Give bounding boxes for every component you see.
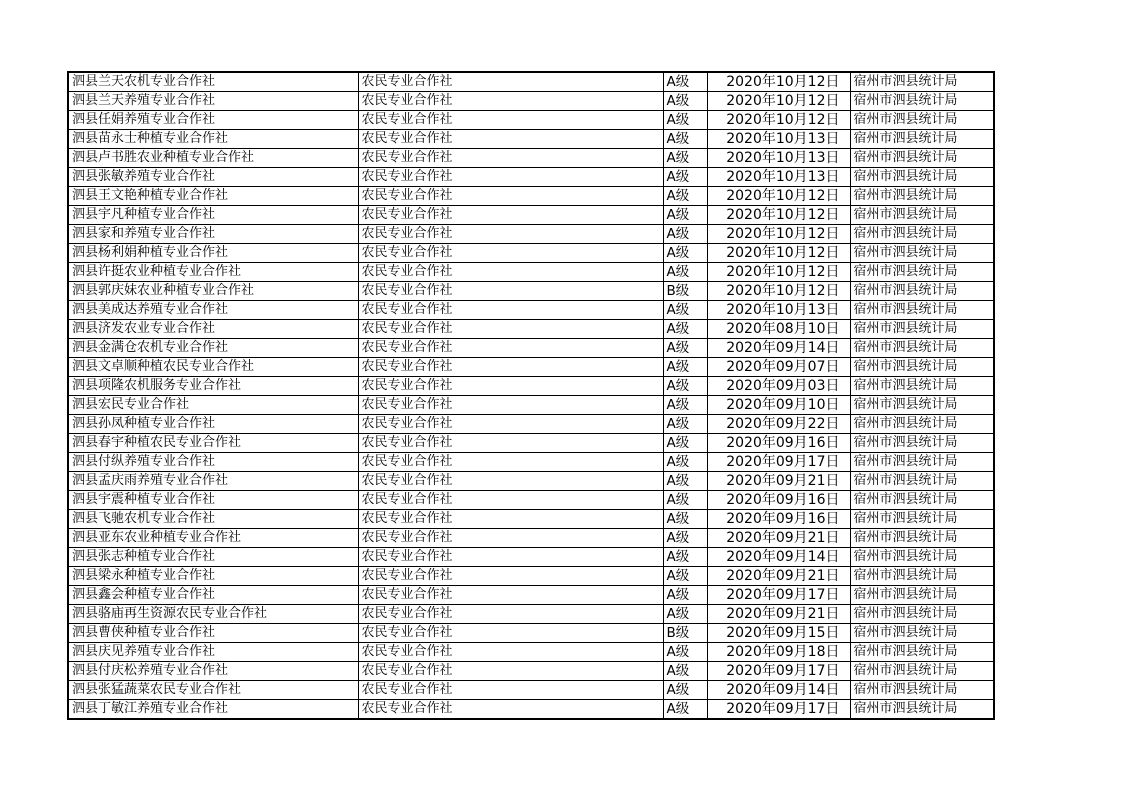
issuing-authority-cell: 宿州市泗县统计局 xyxy=(850,415,994,434)
table-row xyxy=(68,681,994,700)
table-row xyxy=(68,586,994,605)
table-row xyxy=(68,605,994,624)
table-row xyxy=(68,434,994,453)
rating-date-cell: 2020年09月21日 xyxy=(707,605,850,624)
cooperative-type-cell: 农民专业合作社 xyxy=(358,358,663,377)
rating-grade-cell: A级 xyxy=(663,472,707,491)
cooperative-name-cell: 泗县项隆农机服务专业合作社 xyxy=(68,377,358,396)
issuing-authority-cell: 宿州市泗县统计局 xyxy=(850,301,994,320)
rating-grade-cell: A级 xyxy=(663,225,707,244)
rating-date-cell: 2020年09月14日 xyxy=(707,339,850,358)
rating-date-cell: 2020年09月15日 xyxy=(707,624,850,643)
table-row xyxy=(68,700,994,720)
cooperative-type-cell: 农民专业合作社 xyxy=(358,434,663,453)
cooperative-type-cell: 农民专业合作社 xyxy=(358,453,663,472)
rating-date-cell: 2020年10月12日 xyxy=(707,244,850,263)
rating-grade-cell: A级 xyxy=(663,244,707,263)
rating-grade-cell: A级 xyxy=(663,92,707,111)
cooperative-name-cell: 泗县宇凡种植专业合作社 xyxy=(68,206,358,225)
rating-grade-cell: A级 xyxy=(663,453,707,472)
table-row xyxy=(68,282,994,301)
rating-grade-cell: A级 xyxy=(663,700,707,720)
cooperative-type-cell: 农民专业合作社 xyxy=(358,301,663,320)
issuing-authority-cell: 宿州市泗县统计局 xyxy=(850,111,994,130)
rating-date-cell: 2020年09月21日 xyxy=(707,567,850,586)
cooperative-name-cell: 泗县宏民专业合作社 xyxy=(68,396,358,415)
rating-date-cell: 2020年09月17日 xyxy=(707,586,850,605)
rating-grade-cell: A级 xyxy=(663,643,707,662)
issuing-authority-cell: 宿州市泗县统计局 xyxy=(850,453,994,472)
rating-grade-cell: A级 xyxy=(663,548,707,567)
rating-grade-cell: A级 xyxy=(663,434,707,453)
table-row xyxy=(68,472,994,491)
rating-date-cell: 2020年08月10日 xyxy=(707,320,850,339)
rating-grade-cell: A级 xyxy=(663,301,707,320)
table-row xyxy=(68,206,994,225)
cooperative-name-cell: 泗县飞驰农机专业合作社 xyxy=(68,510,358,529)
table-row xyxy=(68,263,994,282)
cooperative-name-cell: 泗县孟庆雨养殖专业合作社 xyxy=(68,472,358,491)
cooperative-name-cell: 泗县付庆松养殖专业合作社 xyxy=(68,662,358,681)
table-row xyxy=(68,130,994,149)
cooperative-type-cell: 农民专业合作社 xyxy=(358,681,663,700)
cooperative-name-cell: 泗县鑫会种植专业合作社 xyxy=(68,586,358,605)
rating-grade-cell: A级 xyxy=(663,187,707,206)
cooperative-type-cell: 农民专业合作社 xyxy=(358,320,663,339)
rating-date-cell: 2020年09月16日 xyxy=(707,491,850,510)
rating-grade-cell: A级 xyxy=(663,396,707,415)
cooperative-type-cell: 农民专业合作社 xyxy=(358,168,663,187)
rating-grade-cell: A级 xyxy=(663,586,707,605)
cooperative-type-cell: 农民专业合作社 xyxy=(358,472,663,491)
cooperative-type-cell: 农民专业合作社 xyxy=(358,396,663,415)
rating-date-cell: 2020年10月13日 xyxy=(707,149,850,168)
rating-date-cell: 2020年09月22日 xyxy=(707,415,850,434)
cooperative-name-cell: 泗县任娟养殖专业合作社 xyxy=(68,111,358,130)
cooperative-name-cell: 泗县曹侠种植专业合作社 xyxy=(68,624,358,643)
rating-date-cell: 2020年09月07日 xyxy=(707,358,850,377)
rating-grade-cell: A级 xyxy=(663,662,707,681)
issuing-authority-cell: 宿州市泗县统计局 xyxy=(850,434,994,453)
cooperative-name-cell: 泗县梁永种植专业合作社 xyxy=(68,567,358,586)
cooperative-type-cell: 农民专业合作社 xyxy=(358,662,663,681)
table-row xyxy=(68,491,994,510)
cooperative-name-cell: 泗县亚东农业种植专业合作社 xyxy=(68,529,358,548)
rating-grade-cell: A级 xyxy=(663,377,707,396)
cooperative-name-cell: 泗县张猛蔬菜农民专业合作社 xyxy=(68,681,358,700)
issuing-authority-cell: 宿州市泗县统计局 xyxy=(850,320,994,339)
rating-grade-cell: A级 xyxy=(663,529,707,548)
rating-grade-cell: A级 xyxy=(663,320,707,339)
cooperative-type-cell: 农民专业合作社 xyxy=(358,206,663,225)
rating-grade-cell: A级 xyxy=(663,491,707,510)
cooperative-name-cell: 泗县郭庆妹农业种植专业合作社 xyxy=(68,282,358,301)
cooperative-name-cell: 泗县骆庙再生资源农民专业合作社 xyxy=(68,605,358,624)
table-row xyxy=(68,662,994,681)
cooperative-type-cell: 农民专业合作社 xyxy=(358,415,663,434)
cooperative-type-cell: 农民专业合作社 xyxy=(358,700,663,720)
cooperative-name-cell: 泗县金满仓农机专业合作社 xyxy=(68,339,358,358)
table-row xyxy=(68,567,994,586)
cooperative-type-cell: 农民专业合作社 xyxy=(358,130,663,149)
cooperative-name-cell: 泗县家和养殖专业合作社 xyxy=(68,225,358,244)
table-row xyxy=(68,529,994,548)
issuing-authority-cell: 宿州市泗县统计局 xyxy=(850,130,994,149)
table-row xyxy=(68,643,994,662)
rating-date-cell: 2020年09月17日 xyxy=(707,662,850,681)
cooperative-type-cell: 农民专业合作社 xyxy=(358,377,663,396)
cooperative-type-cell: 农民专业合作社 xyxy=(358,339,663,358)
cooperative-type-cell: 农民专业合作社 xyxy=(358,263,663,282)
rating-date-cell: 2020年09月17日 xyxy=(707,700,850,720)
cooperative-name-cell: 泗县济发农业专业合作社 xyxy=(68,320,358,339)
issuing-authority-cell: 宿州市泗县统计局 xyxy=(850,548,994,567)
rating-date-cell: 2020年09月14日 xyxy=(707,681,850,700)
issuing-authority-cell: 宿州市泗县统计局 xyxy=(850,282,994,301)
rating-date-cell: 2020年10月12日 xyxy=(707,92,850,111)
rating-grade-cell: A级 xyxy=(663,263,707,282)
rating-date-cell: 2020年09月14日 xyxy=(707,548,850,567)
rating-date-cell: 2020年09月18日 xyxy=(707,643,850,662)
cooperative-type-cell: 农民专业合作社 xyxy=(358,72,663,92)
rating-date-cell: 2020年09月16日 xyxy=(707,510,850,529)
rating-grade-cell: A级 xyxy=(663,681,707,700)
rating-date-cell: 2020年09月21日 xyxy=(707,472,850,491)
table-row xyxy=(68,92,994,111)
cooperative-name-cell: 泗县丁敏江养殖专业合作社 xyxy=(68,700,358,720)
issuing-authority-cell: 宿州市泗县统计局 xyxy=(850,491,994,510)
table-row xyxy=(68,415,994,434)
issuing-authority-cell: 宿州市泗县统计局 xyxy=(850,339,994,358)
table-row xyxy=(68,168,994,187)
rating-date-cell: 2020年10月12日 xyxy=(707,263,850,282)
table-row xyxy=(68,111,994,130)
rating-date-cell: 2020年10月12日 xyxy=(707,72,850,92)
cooperative-type-cell: 农民专业合作社 xyxy=(358,510,663,529)
cooperative-type-cell: 农民专业合作社 xyxy=(358,282,663,301)
table-row xyxy=(68,149,994,168)
cooperative-name-cell: 泗县庆见养殖专业合作社 xyxy=(68,643,358,662)
rating-date-cell: 2020年10月13日 xyxy=(707,301,850,320)
cooperative-type-cell: 农民专业合作社 xyxy=(358,187,663,206)
table-row xyxy=(68,624,994,643)
rating-grade-cell: A级 xyxy=(663,130,707,149)
rating-date-cell: 2020年10月12日 xyxy=(707,187,850,206)
cooperative-name-cell: 泗县美成达养殖专业合作社 xyxy=(68,301,358,320)
cooperative-rating-table xyxy=(67,71,995,720)
cooperative-name-cell: 泗县孙凤种植专业合作社 xyxy=(68,415,358,434)
cooperative-type-cell: 农民专业合作社 xyxy=(358,92,663,111)
rating-date-cell: 2020年10月12日 xyxy=(707,282,850,301)
rating-date-cell: 2020年10月12日 xyxy=(707,111,850,130)
table-row xyxy=(68,301,994,320)
rating-date-cell: 2020年09月16日 xyxy=(707,434,850,453)
cooperative-type-cell: 农民专业合作社 xyxy=(358,586,663,605)
issuing-authority-cell: 宿州市泗县统计局 xyxy=(850,624,994,643)
cooperative-type-cell: 农民专业合作社 xyxy=(358,244,663,263)
cooperative-name-cell: 泗县文卓顺种植农民专业合作社 xyxy=(68,358,358,377)
issuing-authority-cell: 宿州市泗县统计局 xyxy=(850,377,994,396)
rating-grade-cell: A级 xyxy=(663,72,707,92)
issuing-authority-cell: 宿州市泗县统计局 xyxy=(850,472,994,491)
issuing-authority-cell: 宿州市泗县统计局 xyxy=(850,225,994,244)
issuing-authority-cell: 宿州市泗县统计局 xyxy=(850,529,994,548)
issuing-authority-cell: 宿州市泗县统计局 xyxy=(850,605,994,624)
table-row xyxy=(68,510,994,529)
cooperative-type-cell: 农民专业合作社 xyxy=(358,548,663,567)
rating-grade-cell: A级 xyxy=(663,358,707,377)
cooperative-name-cell: 泗县苗永士种植专业合作社 xyxy=(68,130,358,149)
cooperative-type-cell: 农民专业合作社 xyxy=(358,111,663,130)
cooperative-type-cell: 农民专业合作社 xyxy=(358,529,663,548)
cooperative-name-cell: 泗县春宇种植农民专业合作社 xyxy=(68,434,358,453)
table-row xyxy=(68,453,994,472)
issuing-authority-cell: 宿州市泗县统计局 xyxy=(850,700,994,720)
rating-grade-cell: B级 xyxy=(663,624,707,643)
table-row xyxy=(68,339,994,358)
rating-grade-cell: B级 xyxy=(663,282,707,301)
rating-date-cell: 2020年09月10日 xyxy=(707,396,850,415)
cooperative-name-cell: 泗县王文艳种植专业合作社 xyxy=(68,187,358,206)
rating-date-cell: 2020年10月12日 xyxy=(707,225,850,244)
cooperative-name-cell: 泗县宇震种植专业合作社 xyxy=(68,491,358,510)
issuing-authority-cell: 宿州市泗县统计局 xyxy=(850,586,994,605)
cooperative-name-cell: 泗县兰天养殖专业合作社 xyxy=(68,92,358,111)
issuing-authority-cell: 宿州市泗县统计局 xyxy=(850,396,994,415)
rating-grade-cell: A级 xyxy=(663,168,707,187)
rating-date-cell: 2020年10月12日 xyxy=(707,206,850,225)
issuing-authority-cell: 宿州市泗县统计局 xyxy=(850,149,994,168)
cooperative-type-cell: 农民专业合作社 xyxy=(358,491,663,510)
issuing-authority-cell: 宿州市泗县统计局 xyxy=(850,263,994,282)
rating-grade-cell: A级 xyxy=(663,339,707,358)
issuing-authority-cell: 宿州市泗县统计局 xyxy=(850,206,994,225)
rating-grade-cell: A级 xyxy=(663,111,707,130)
rating-date-cell: 2020年10月13日 xyxy=(707,168,850,187)
cooperative-type-cell: 农民专业合作社 xyxy=(358,624,663,643)
issuing-authority-cell: 宿州市泗县统计局 xyxy=(850,643,994,662)
issuing-authority-cell: 宿州市泗县统计局 xyxy=(850,662,994,681)
rating-grade-cell: A级 xyxy=(663,567,707,586)
table-row xyxy=(68,72,994,92)
rating-grade-cell: A级 xyxy=(663,415,707,434)
table-row xyxy=(68,225,994,244)
issuing-authority-cell: 宿州市泗县统计局 xyxy=(850,567,994,586)
cooperative-name-cell: 泗县许挺农业种植专业合作社 xyxy=(68,263,358,282)
cooperative-type-cell: 农民专业合作社 xyxy=(358,149,663,168)
cooperative-type-cell: 农民专业合作社 xyxy=(358,567,663,586)
issuing-authority-cell: 宿州市泗县统计局 xyxy=(850,72,994,92)
rating-date-cell: 2020年09月03日 xyxy=(707,377,850,396)
table-row xyxy=(68,358,994,377)
issuing-authority-cell: 宿州市泗县统计局 xyxy=(850,187,994,206)
cooperative-name-cell: 泗县张敏养殖专业合作社 xyxy=(68,168,358,187)
cooperative-name-cell: 泗县付纵养殖专业合作社 xyxy=(68,453,358,472)
table-row xyxy=(68,377,994,396)
issuing-authority-cell: 宿州市泗县统计局 xyxy=(850,244,994,263)
rating-grade-cell: A级 xyxy=(663,510,707,529)
cooperative-name-cell: 泗县卢书胜农业种植专业合作社 xyxy=(68,149,358,168)
rating-date-cell: 2020年09月17日 xyxy=(707,453,850,472)
cooperative-name-cell: 泗县杨利娟种植专业合作社 xyxy=(68,244,358,263)
table-row xyxy=(68,320,994,339)
issuing-authority-cell: 宿州市泗县统计局 xyxy=(850,92,994,111)
rating-date-cell: 2020年09月21日 xyxy=(707,529,850,548)
cooperative-type-cell: 农民专业合作社 xyxy=(358,605,663,624)
rating-grade-cell: A级 xyxy=(663,605,707,624)
issuing-authority-cell: 宿州市泗县统计局 xyxy=(850,681,994,700)
rating-date-cell: 2020年10月13日 xyxy=(707,130,850,149)
rating-grade-cell: A级 xyxy=(663,206,707,225)
cooperative-name-cell: 泗县张志种植专业合作社 xyxy=(68,548,358,567)
cooperative-type-cell: 农民专业合作社 xyxy=(358,643,663,662)
table-row xyxy=(68,244,994,263)
table-row xyxy=(68,187,994,206)
issuing-authority-cell: 宿州市泗县统计局 xyxy=(850,168,994,187)
cooperative-name-cell: 泗县兰天农机专业合作社 xyxy=(68,72,358,92)
issuing-authority-cell: 宿州市泗县统计局 xyxy=(850,510,994,529)
table-row xyxy=(68,548,994,567)
issuing-authority-cell: 宿州市泗县统计局 xyxy=(850,358,994,377)
rating-grade-cell: A级 xyxy=(663,149,707,168)
table-row xyxy=(68,396,994,415)
table-body xyxy=(68,72,994,719)
cooperative-type-cell: 农民专业合作社 xyxy=(358,225,663,244)
